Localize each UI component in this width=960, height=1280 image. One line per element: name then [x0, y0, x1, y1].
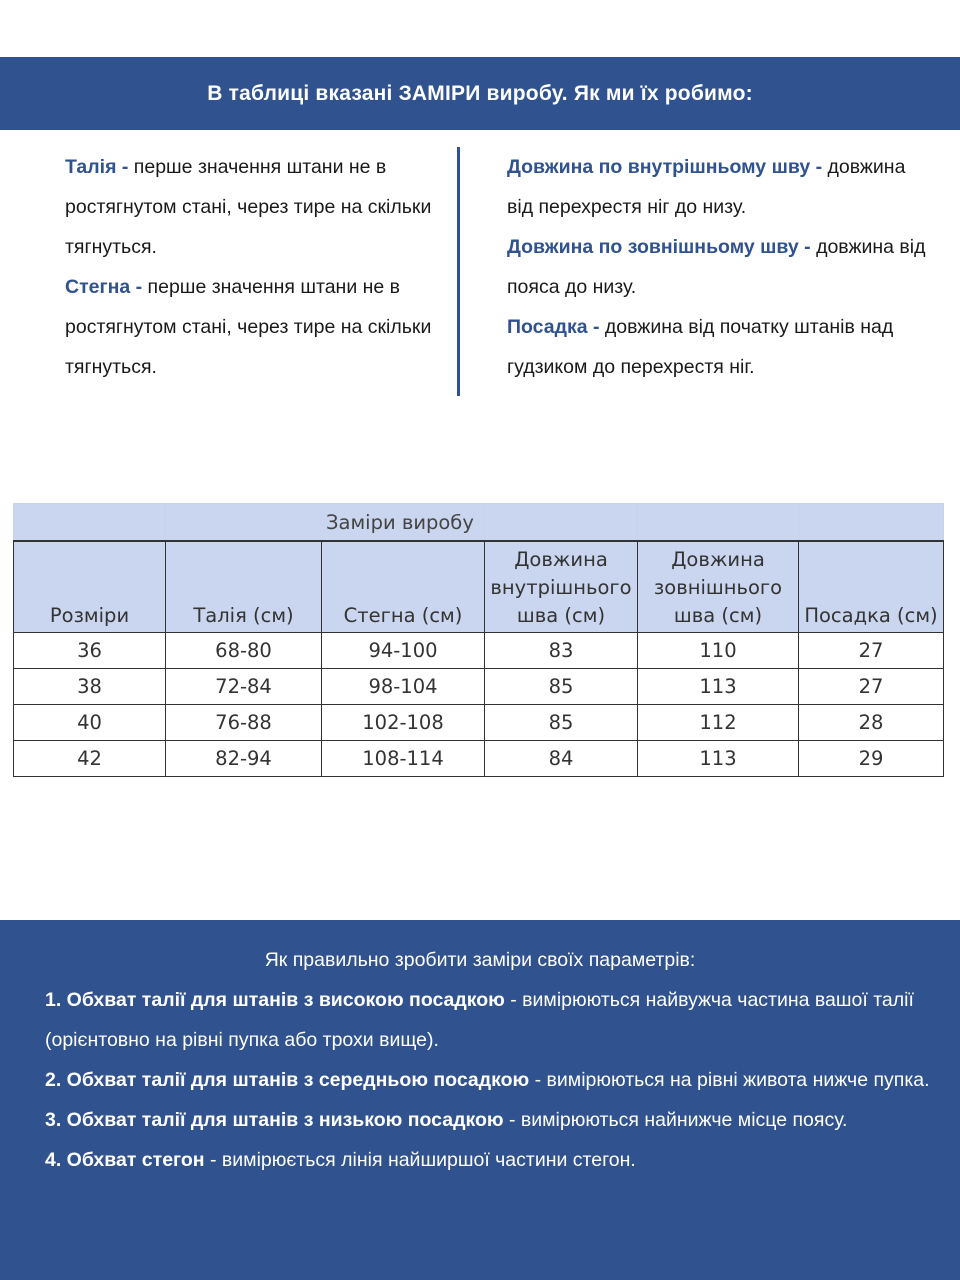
- step-heading: 1. Обхват талії для штанів з високою посадкою: [45, 989, 505, 1011]
- table-cell: 72-84: [166, 669, 322, 705]
- measurement-legend: [0, 147, 960, 397]
- table-cell: 27: [799, 633, 944, 669]
- table-cell: 84: [485, 741, 638, 777]
- legend-text: перше значення штани не в ростягнутом стані, через тире на скільки тягнуться.: [65, 156, 432, 258]
- legend-item-inseam: [507, 147, 927, 227]
- instruction-step: [45, 1060, 935, 1100]
- legend-text: довжина від початку штанів над гудзиком до перехрестя ніг.: [507, 316, 894, 378]
- instructions-title: Як правильно зробити заміри своїх параметрів:: [264, 949, 696, 971]
- step-heading: 3. Обхват талії для штанів з низькою посадкою: [45, 1109, 504, 1131]
- legend-item-rise: [507, 307, 927, 387]
- step-text: - вимірюється лінія найширшої частини стегон.: [204, 1149, 636, 1171]
- column-header-inseam: Довжина внутрішнього шва (см): [485, 541, 638, 633]
- step-text: - вимірюються на рівні живота нижче пупка.: [529, 1069, 930, 1091]
- table-cell: 108-114: [322, 741, 485, 777]
- table-header-row: [14, 541, 944, 633]
- table-cell: 42: [14, 741, 166, 777]
- column-header-rise: Посадка (см): [799, 541, 944, 633]
- measurement-instructions-panel: [0, 920, 960, 1280]
- table-cell: 38: [14, 669, 166, 705]
- legend-term: Стегна -: [65, 276, 143, 298]
- table-group-header-row: [14, 504, 944, 542]
- table-cell: [485, 504, 638, 542]
- table-group-header: Заміри виробу: [166, 504, 485, 542]
- legend-text: довжина від пояса до низу.: [507, 236, 926, 298]
- table-row: [14, 741, 944, 777]
- table-cell: 68-80: [166, 633, 322, 669]
- table-cell: 85: [485, 705, 638, 741]
- legend-divider: [457, 147, 460, 396]
- instruction-step: [45, 1140, 935, 1180]
- table-cell: 110: [638, 633, 799, 669]
- legend-term: Довжина по внутрішньому шву -: [507, 156, 823, 178]
- legend-left-column: [65, 147, 445, 387]
- table-cell: 113: [638, 741, 799, 777]
- legend-item-waist: [65, 147, 445, 267]
- instruction-step: [45, 1100, 935, 1140]
- legend-term: Посадка -: [507, 316, 600, 338]
- step-heading: 2. Обхват талії для штанів з середньою посадкою: [45, 1069, 530, 1091]
- step-heading: 4. Обхват стегон: [45, 1149, 205, 1171]
- table-cell: 27: [799, 669, 944, 705]
- legend-right-column: [507, 147, 927, 387]
- table-cell: 76-88: [166, 705, 322, 741]
- table-cell: 83: [485, 633, 638, 669]
- instruction-step: [45, 980, 935, 1060]
- table-row: [14, 633, 944, 669]
- legend-term: Довжина по зовнішньому шву -: [507, 236, 811, 258]
- table-cell: 94-100: [322, 633, 485, 669]
- size-table: [13, 503, 944, 777]
- table-cell: 82-94: [166, 741, 322, 777]
- table-cell: 98-104: [322, 669, 485, 705]
- table-row: [14, 669, 944, 705]
- column-header-outseam: Довжина зовнішнього шва (см): [638, 541, 799, 633]
- table-cell: 113: [638, 669, 799, 705]
- table-cell: 36: [14, 633, 166, 669]
- table-cell: 29: [799, 741, 944, 777]
- table-cell: 112: [638, 705, 799, 741]
- banner-title: В таблиці вказані ЗАМІРИ виробу. Як ми їх робимо:: [207, 81, 753, 105]
- step-text: - вимірюються найвужча частина вашої талії (орієнтовно на рівні пупка або трохи вище).: [45, 989, 914, 1051]
- table-cell: [799, 504, 944, 542]
- column-header-size: Розміри: [14, 541, 166, 633]
- legend-item-hips: [65, 267, 445, 387]
- table-cell: 102-108: [322, 705, 485, 741]
- step-text: - вимірюються найнижче місце поясу.: [503, 1109, 848, 1131]
- column-header-waist: Талія (см): [166, 541, 322, 633]
- table-cell: [638, 504, 799, 542]
- table-cell: 40: [14, 705, 166, 741]
- table-cell: 85: [485, 669, 638, 705]
- top-banner: [0, 57, 960, 130]
- table-cell: [14, 504, 166, 542]
- legend-item-outseam: [507, 227, 927, 307]
- legend-term: Талія -: [65, 156, 129, 178]
- instructions-list: [45, 980, 935, 1180]
- table-row: [14, 705, 944, 741]
- column-header-hips: Стегна (см): [322, 541, 485, 633]
- table-cell: 28: [799, 705, 944, 741]
- legend-text: перше значення штани не в ростягнутом стані, через тире на скільки тягнуться.: [65, 276, 432, 378]
- legend-text: довжина від перехрестя ніг до низу.: [507, 156, 906, 218]
